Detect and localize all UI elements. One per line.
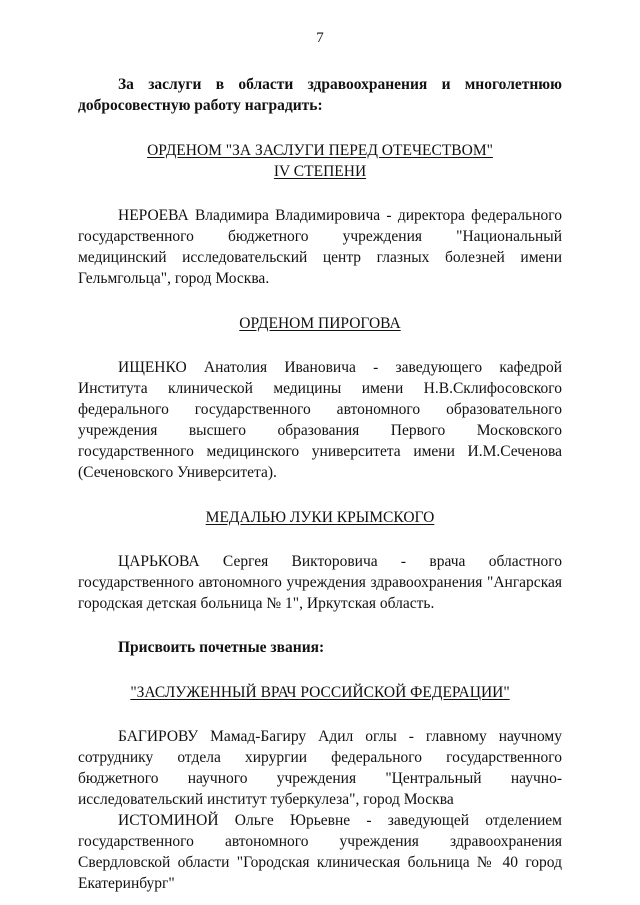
award-heading-line: "ЗАСЛУЖЕННЫЙ ВРАЧ РОССИЙСКОЙ ФЕДЕРАЦИИ" (130, 684, 510, 701)
award-heading-order-pirogov (78, 313, 562, 334)
recipient-paragraph: ИСТОМИНОЙ Ольге Юрьевне - заведующей отделением государственного автономного учреждения здравоохранения Свердловской области "Городская клиническая больница № 40 город Екатеринбург" (78, 812, 562, 892)
award-heading-line: IV СТЕПЕНИ (273, 163, 367, 180)
recipient-paragraph: НЕРОЕВА Владимира Владимировича - директора федерального государственного бюджетного учреждения "Национальный медицинский исследовательский центр глазных болезней имени Гельмгольца", город Москва. (78, 207, 562, 287)
document-body (78, 74, 562, 894)
award-heading-order-merit (78, 140, 562, 182)
page-number: 7 (316, 30, 324, 46)
recipient-paragraph: ИЩЕНКО Анатолия Ивановича - заведующего кафедрой Института клинической медицины имени Н.В.Склифосовского федерального государственного автономного образовательного учреждения высшего образования Первого Московского государственного медицинского университета имени И.М.Сеченова (Сеченовского Университета). (78, 359, 562, 481)
recipient-paragraph: БАГИРОВУ Мамад-Багиру Адил оглы - главному научному сотруднику отдела хирургии федерального государственного бюджетного научного учреждения "Центральный научно-исследовательский институт туберкулеза", город Москва (78, 728, 562, 808)
recipient-paragraph: ЦАРЬКОВА Сергея Викторовича - врача областного государственного автономного учреждения здравоохранения "Ангарская городская детская больница № 1", Иркутская область. (78, 553, 562, 612)
award-heading-line: МЕДАЛЬЮ ЛУКИ КРЫМСКОГО (205, 509, 435, 526)
award-heading-line: ОРДЕНОМ ПИРОГОВА (239, 315, 401, 332)
award-heading-medal-luka (78, 507, 562, 528)
award-intro: За заслуги в области здравоохранения и многолетнюю добросовестную работу наградить: (78, 76, 562, 114)
award-heading-honored-doctor (78, 682, 562, 703)
honorary-titles-heading: Присвоить почетные звания: (118, 639, 325, 656)
award-heading-line: ОРДЕНОМ "ЗА ЗАСЛУГИ ПЕРЕД ОТЕЧЕСТВОМ" (147, 142, 493, 159)
